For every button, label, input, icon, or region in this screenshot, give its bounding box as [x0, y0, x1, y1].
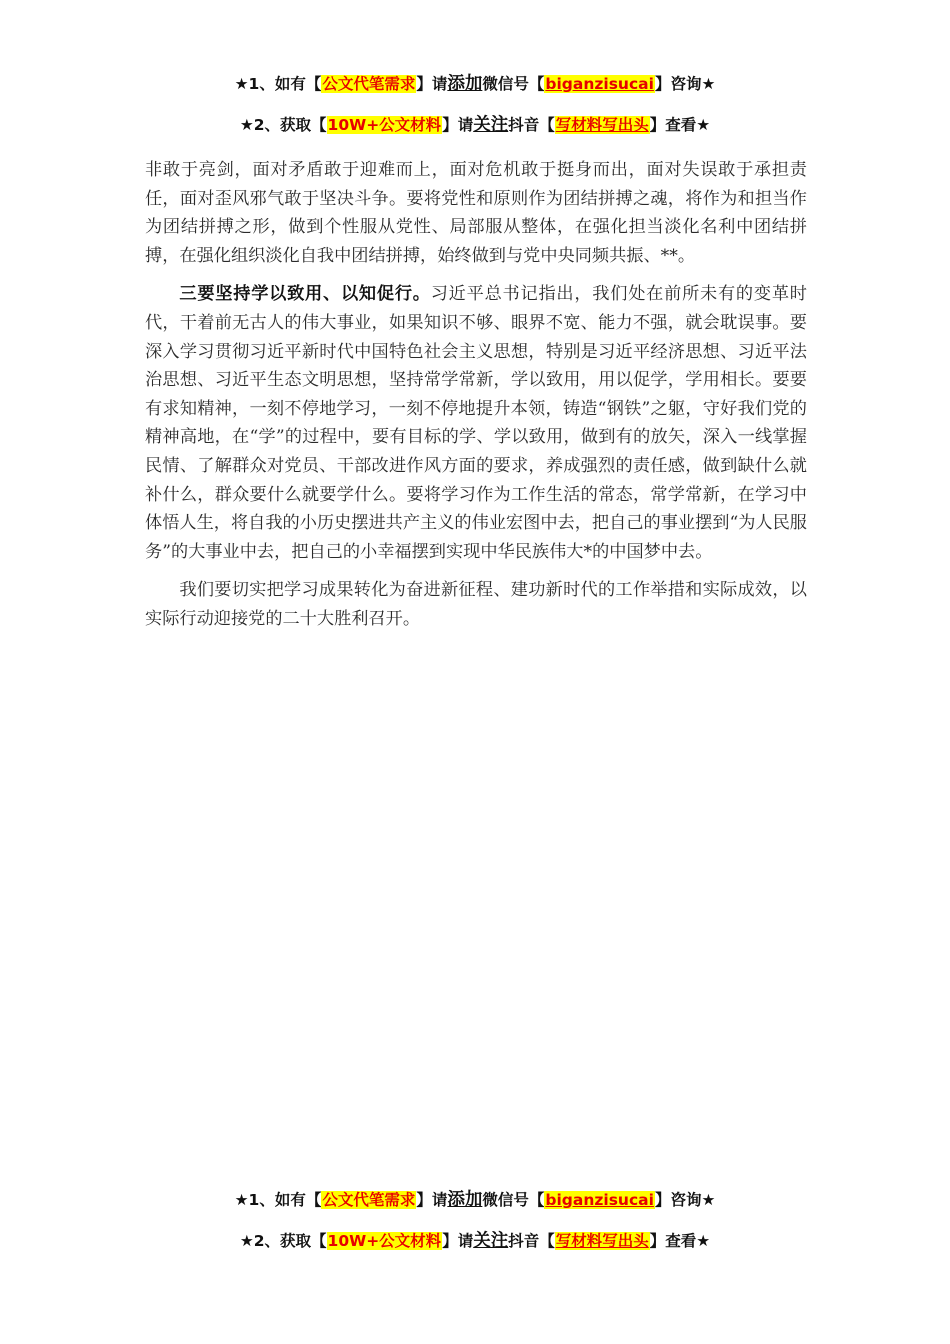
promo-prefix: ★1、如有【	[234, 75, 322, 93]
header-promo-line-1	[0, 70, 950, 95]
promo-suffix: 】咨询★	[654, 1191, 716, 1209]
promo-highlight-materials: 10W+公文材料	[327, 1232, 442, 1250]
promo-text: 抖音【	[508, 1232, 555, 1250]
promo-text: 微信号【	[482, 75, 545, 93]
promo-text: 抖音【	[508, 116, 555, 134]
document-body	[145, 156, 807, 644]
promo-highlight-service: 公文代笔需求	[322, 75, 416, 93]
promo-text: 微信号【	[482, 1191, 545, 1209]
promo-wechat-id: biganzisucai	[545, 75, 654, 93]
promo-emphasis: 添加	[447, 74, 483, 94]
paragraph-lead-heading: 三要坚持学以致用、以知促行。	[179, 284, 431, 305]
header-promo-line-2	[0, 111, 950, 136]
paragraph-point-three	[145, 280, 807, 566]
paragraph-conclusion: 我们要切实把学习成果转化为奋进新征程、建功新时代的工作举措和实际成效，以实际行动迎接党的二十大胜利召开。	[145, 580, 807, 629]
promo-prefix: ★2、获取【	[239, 116, 327, 134]
promo-prefix: ★1、如有【	[234, 1191, 322, 1209]
promo-suffix: 】查看★	[649, 116, 711, 134]
promo-text: 】请	[442, 116, 474, 134]
footer-promo-line-1	[0, 1186, 950, 1211]
promo-emphasis: 关注	[473, 1231, 509, 1251]
paragraph-text: 习近平总书记指出，我们处在前所未有的变革时代，干着前无古人的伟大事业，如果知识不够、眼界不宽、能力不强，就会耽误事。要深入学习贯彻习近平新时代中国特色社会主义思想，特别是习近平经济思想、习近平法治思想、习近平生态文明思想，坚持常学常新，学以致用，用以促学，学用相长。要要有求知精神，一刻不停地学习，一刻不停地提升本领，铸造“钢铁”之躯，守好我们党的精神高地，在“学”的过程中，要有目标的学、学以致用，做到有的放矢，深入一线掌握民情、了解群众对党员、干部改进作风方面的要求，养成强烈的责任感，做到缺什么就补什么，群众要什么就要学什么。要将学习作为工作生活的常态，常学常新，在学习中体悟人生，将自我的小历史摆进共产主义的伟业宏图中去，把自己的事业摆到“为人民服务”的大事业中去，把自己的小幸福摆到实现中华民族伟大*的中国梦中去。	[145, 284, 807, 562]
promo-suffix: 】查看★	[649, 1232, 711, 1250]
promo-emphasis: 关注	[473, 115, 509, 135]
promo-highlight-service: 公文代笔需求	[322, 1191, 416, 1209]
promo-text: 】请	[442, 1232, 474, 1250]
promo-suffix: 】咨询★	[654, 75, 716, 93]
promo-highlight-materials: 10W+公文材料	[327, 116, 442, 134]
promo-douyin-account: 写材料写出头	[555, 1232, 649, 1250]
promo-wechat-id: biganzisucai	[545, 1191, 654, 1209]
promo-text: 】请	[416, 75, 448, 93]
promo-prefix: ★2、获取【	[239, 1232, 327, 1250]
promo-emphasis: 添加	[447, 1190, 483, 1210]
promo-text: 】请	[416, 1191, 448, 1209]
footer-promo-line-2	[0, 1227, 950, 1252]
promo-douyin-account: 写材料写出头	[555, 116, 649, 134]
paragraph-continuation: 非敢于亮剑，面对矛盾敢于迎难而上，面对危机敢于挺身而出，面对失误敢于承担责任，面对歪风邪气敢于坚决斗争。要将党性和原则作为团结拼搏之魂，将作为和担当作为团结拼搏之形，做到个性服从党性、局部服从整体，在强化担当淡化名利中团结拼搏，在强化组织淡化自我中团结拼搏，始终做到与党中央同频共振、**。	[145, 160, 807, 266]
